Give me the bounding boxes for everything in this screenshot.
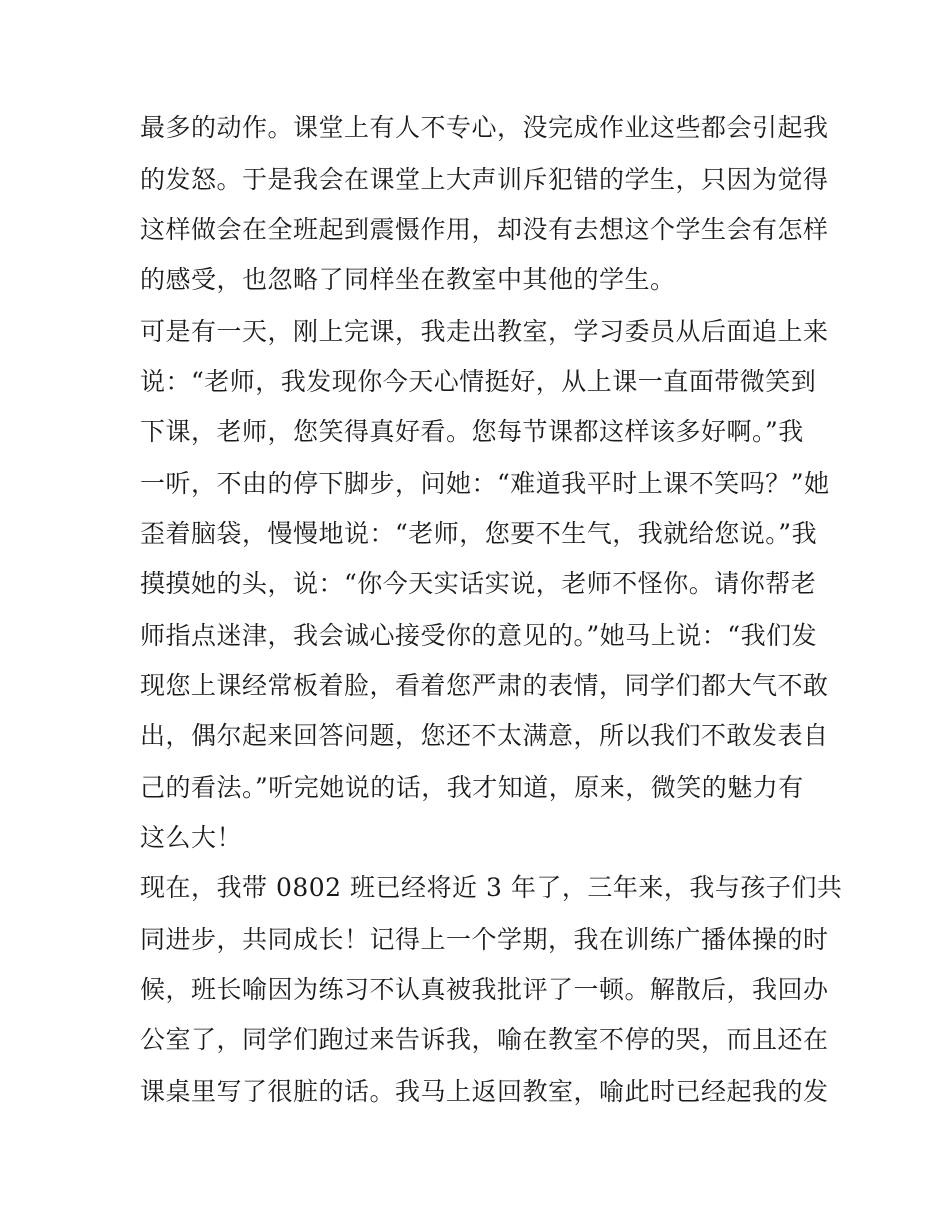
text-line: 下课，老师，您笑得真好看。您每节课都这样该多好啊。”我 — [140, 417, 804, 446]
text-line: 最多的动作。课堂上有人不专心，没完成作业这些都会引起我 — [140, 113, 829, 142]
text-line: 候，班长喻因为练习不认真被我批评了一顿。解散后，我回办 — [140, 975, 829, 1004]
text-line: 现您上课经常板着脸，看着您严肃的表情，同学们都大气不敢 — [140, 671, 829, 700]
text-line: 出，偶尔起来回答问题，您还不太满意，所以我们不敢发表自 — [140, 721, 829, 750]
text-line: 同进步，共同成长！记得上一个学期，我在训练广播体操的时 — [140, 925, 829, 954]
text-line: 说：“老师，我发现你今天心情挺好，从上课一直面带微笑到 — [140, 367, 817, 396]
text-line: 这样做会在全班起到震慑作用，却没有去想这个学生会有怎样 — [140, 215, 829, 244]
text-line: 摸摸她的头，说：“你今天实话实说，老师不怪你。请你帮老 — [140, 569, 817, 598]
text-line: 现在，我带 0802 班已经将近 3 年了，三年来，我与孩子们共 — [140, 873, 843, 902]
text-line: 的发怒。于是我会在课堂上大声训斥犯错的学生，只因为觉得 — [140, 165, 829, 194]
text-line: 己的看法。”听完她说的话，我才知道，原来，微笑的魅力有 — [140, 773, 804, 802]
text-line: 公室了，同学们跑过来告诉我，喻在教室不停的哭，而且还在 — [140, 1025, 829, 1054]
text-line: 歪着脑袋，慢慢地说：“老师，您要不生气，我就给您说。”我 — [140, 519, 818, 548]
text-line: 师指点迷津，我会诚心接受你的意见的。”她马上说：“我们发 — [140, 621, 818, 650]
text-line: 的感受，也忽略了同样坐在教室中其他的学生。 — [140, 265, 676, 294]
text-line: 可是有一天，刚上完课，我走出教室，学习委员从后面追上来 — [140, 317, 829, 346]
text-line: 课桌里写了很脏的话。我马上返回教室，喻此时已经起我的发 — [140, 1077, 829, 1106]
text-line: 一听，不由的停下脚步，问她：“难道我平时上课不笑吗？”她 — [140, 469, 830, 498]
text-line: 这么大！ — [140, 823, 243, 852]
